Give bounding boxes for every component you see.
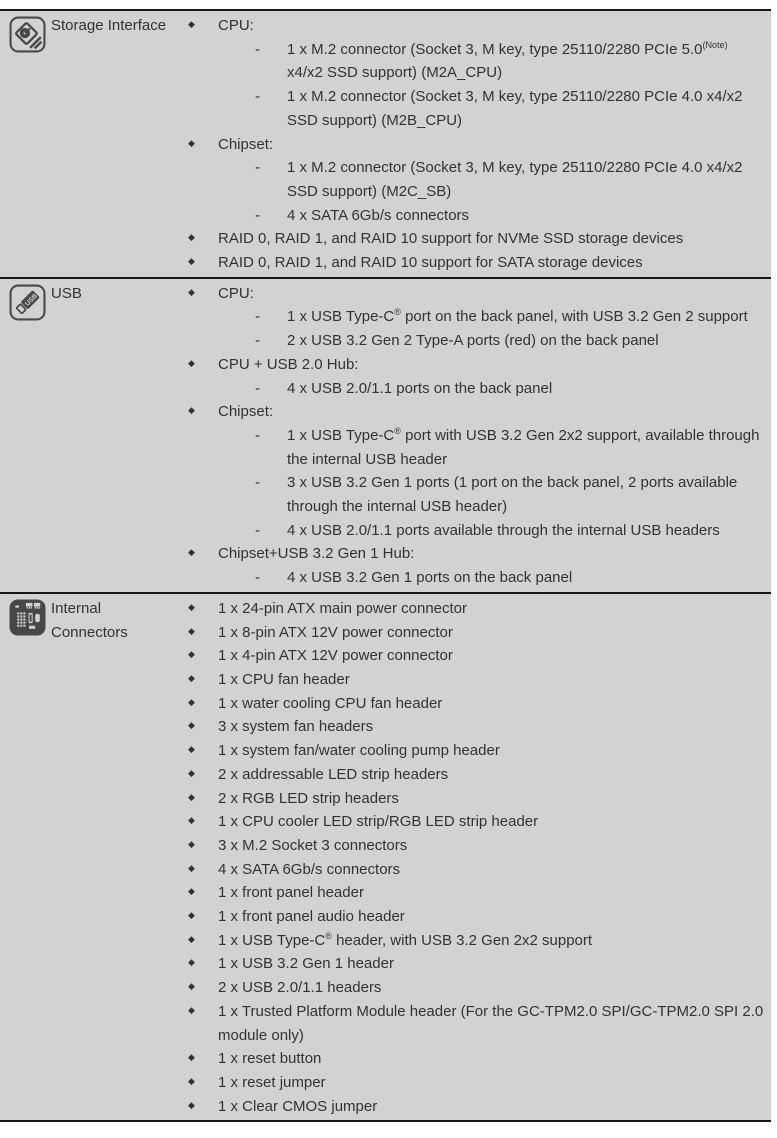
spec-item-text: 1 x Clear CMOS jumper [218, 1097, 378, 1115]
diamond-bullet-icon: ◆ [188, 697, 195, 708]
spec-item-text: 3 x system fan headers [218, 718, 374, 736]
diamond-bullet-icon: ◆ [188, 20, 195, 30]
section-usb [0, 277, 771, 592]
spec-item-text: 2 x RGB LED strip headers [218, 789, 399, 807]
spec-item [178, 542, 765, 566]
spec-item-text: RAID 0, RAID 1, and RAID 10 support for SATA storage devices [218, 254, 643, 272]
spec-item [178, 400, 765, 424]
spec-item-text: 3 x USB 3.2 Gen 1 ports (1 port on the back panel, 2 ports available through the internal USB header) [287, 474, 738, 516]
spec-item-text: 1 x 24-pin ATX main power connector [218, 599, 468, 617]
spec-item-text: CPU: [218, 284, 254, 302]
dash-bullet-icon: - [255, 88, 260, 106]
spec-item-text: 2 x USB 2.0/1.1 headers [218, 979, 382, 997]
spec-item [255, 85, 765, 132]
dash-bullet-icon: - [255, 474, 260, 492]
section-internal-connectors [0, 592, 771, 1120]
spec-item-text: 1 x M.2 connector (Socket 3, M key, type 25110/2280 PCIe 4.0 x4/x2 SSD support) (M2B_CPU) [287, 88, 743, 129]
spec-item-text: 4 x USB 2.0/1.1 ports on the back panel [287, 379, 553, 397]
diamond-bullet-icon: ◆ [188, 548, 195, 559]
diamond-bullet-icon: ◆ [188, 602, 195, 613]
spec-item-text: 1 x front panel audio header [218, 908, 405, 926]
diamond-bullet-icon: ◆ [188, 792, 195, 803]
spec-item [178, 353, 765, 377]
spec-item-text: 1 x system fan/water cooling pump header [218, 742, 500, 760]
section-label: USB [51, 284, 82, 302]
dash-bullet-icon: - [255, 569, 260, 587]
dash-bullet-icon: - [255, 426, 260, 444]
superscript-text: ® [394, 425, 401, 436]
diamond-bullet-icon: ◆ [188, 1005, 195, 1016]
spec-item [255, 156, 765, 203]
diamond-bullet-icon: ◆ [188, 358, 195, 369]
diamond-bullet-icon: ◆ [188, 406, 195, 417]
diamond-bullet-icon: ◆ [188, 863, 195, 874]
spec-item [178, 1047, 765, 1071]
hard-drive-icon [9, 16, 46, 53]
diamond-bullet-icon: ◆ [188, 626, 195, 637]
section-header [0, 282, 178, 590]
spec-item [178, 739, 765, 763]
dash-bullet-icon: - [255, 308, 260, 326]
spec-item [178, 597, 765, 621]
diamond-bullet-icon: ◆ [188, 816, 195, 827]
diamond-bullet-icon: ◆ [188, 768, 195, 779]
spec-item [178, 763, 765, 787]
spec-item-text: Chipset+USB 3.2 Gen 1 Hub: [218, 545, 415, 563]
diamond-bullet-icon: ◆ [188, 1100, 195, 1111]
diamond-bullet-icon: ◆ [188, 958, 195, 969]
spec-item [178, 976, 765, 1000]
diamond-bullet-icon: ◆ [188, 650, 195, 661]
spec-item [178, 133, 765, 157]
spec-item-text: 1 x CPU cooler LED strip/RGB LED strip header [218, 813, 539, 831]
diamond-bullet-icon: ◆ [188, 839, 195, 850]
dash-bullet-icon: - [255, 332, 260, 350]
spec-item [178, 668, 765, 692]
spec-item [178, 881, 765, 905]
dash-bullet-icon: - [255, 379, 260, 397]
spec-item-text: 1 x front panel header [218, 884, 364, 902]
spec-item-text: RAID 0, RAID 1, and RAID 10 support for NVMe SSD storage devices [218, 230, 684, 248]
manual-page [0, 9, 777, 1122]
spec-item [178, 692, 765, 716]
diamond-bullet-icon: ◆ [188, 287, 195, 298]
spec-item-text: 1 x Trusted Platform Module header (For the GC-TPM2.0 SPI/GC-TPM2.0 SPI 2.0 module only) [218, 1002, 764, 1044]
dash-bullet-icon: - [255, 159, 260, 177]
spec-item-text: 4 x USB 2.0/1.1 ports available through the internal USB headers [287, 521, 720, 539]
spec-item-text: 1 x reset jumper [218, 1073, 326, 1091]
spec-item-text: 1 x USB 3.2 Gen 1 header [218, 955, 394, 973]
diamond-bullet-icon: ◆ [188, 887, 195, 898]
spec-item-text: 1 x 4-pin ATX 12V power connector [218, 647, 453, 665]
section-items [178, 14, 771, 275]
spec-item [255, 204, 765, 228]
spec-item-text: 2 x addressable LED strip headers [218, 765, 449, 783]
spec-item-text: 1 x USB Type-C® header, with USB 3.2 Gen 2x2 support [218, 930, 593, 949]
spec-item-text: 1 x 8-pin ATX 12V power connector [218, 623, 453, 641]
spec-item [255, 471, 765, 518]
spec-item-text: 1 x M.2 connector (Socket 3, M key, type 25110/2280 PCIe $5.0^{(Note)}$ x4/x2 SSD support) (M2A_CPU) [287, 39, 728, 82]
spec-item [178, 644, 765, 668]
spec-item [255, 329, 765, 353]
spec-item [178, 1071, 765, 1095]
spec-item [178, 715, 765, 739]
spec-item [178, 1095, 765, 1119]
diamond-bullet-icon: ◆ [188, 1053, 195, 1064]
spec-item-text: 1 x CPU fan header [218, 670, 350, 688]
spec-item [255, 519, 765, 543]
spec-item [178, 858, 765, 882]
spec-item-text: CPU: [218, 17, 254, 34]
spec-item-text: 4 x SATA 6Gb/s connectors [287, 206, 470, 224]
spec-item [178, 952, 765, 976]
diamond-bullet-icon: ◆ [188, 745, 195, 756]
diamond-bullet-icon: ◆ [188, 911, 195, 922]
spec-item-text: 1 x USB Type-C® port with USB 3.2 Gen 2x2 support, available through the internal USB header [287, 425, 760, 468]
spec-item [178, 621, 765, 645]
spec-item-text: Chipset: [218, 135, 274, 153]
spec-item [178, 14, 765, 38]
spec-item [178, 787, 765, 811]
superscript-text: ® [394, 307, 401, 318]
spec-item-text: 4 x SATA 6Gb/s connectors [218, 860, 401, 878]
spec-item-text: 1 x reset button [218, 1050, 322, 1068]
dash-bullet-icon: - [255, 206, 260, 224]
spec-item [178, 834, 765, 858]
spec-item-text: 1 x M.2 connector (Socket 3, M key, type 25110/2280 PCIe 4.0 x4/x2 SSD support) (M2C_SB) [287, 159, 743, 200]
spec-item [178, 1000, 765, 1047]
section-storage-interface [0, 11, 771, 277]
spec-table [0, 9, 771, 1122]
spec-item [178, 227, 765, 251]
diamond-bullet-icon: ◆ [188, 138, 195, 149]
spec-item-text: 2 x USB 3.2 Gen 2 Type-A ports (red) on the back panel [287, 332, 659, 350]
usb-drive-icon [9, 284, 46, 321]
section-items [178, 282, 771, 590]
diamond-bullet-icon: ◆ [188, 1076, 195, 1087]
spec-item [255, 424, 765, 471]
spec-item [178, 810, 765, 834]
dash-bullet-icon: - [255, 521, 260, 539]
superscript-text: ® [325, 930, 332, 941]
spec-item-text: 4 x USB 3.2 Gen 1 ports on the back panel [287, 569, 573, 587]
diamond-bullet-icon: ◆ [188, 233, 195, 244]
section-header [0, 597, 178, 1118]
section-label: Storage Interface [51, 17, 167, 34]
spec-item [255, 305, 765, 329]
spec-item-text: CPU + USB 2.0 Hub: [218, 355, 359, 373]
dash-bullet-icon: - [255, 40, 260, 58]
section-header [0, 14, 178, 275]
section-label: Internal Connectors [51, 599, 128, 641]
spec-item [255, 566, 765, 590]
diamond-bullet-icon: ◆ [188, 934, 195, 945]
diamond-bullet-icon: ◆ [188, 673, 195, 684]
spec-item [255, 38, 765, 85]
section-items [178, 597, 771, 1118]
motherboard-icon [9, 599, 46, 636]
spec-item-text: 1 x USB Type-C® port on the back panel, with USB 3.2 Gen 2 support [287, 307, 748, 326]
spec-item [178, 905, 765, 929]
spec-item [178, 282, 765, 306]
diamond-bullet-icon: ◆ [188, 982, 195, 993]
spec-item-text: 3 x M.2 Socket 3 connectors [218, 836, 408, 854]
spec-item [178, 929, 765, 953]
superscript-text: (Note) [702, 39, 728, 50]
spec-item-text: 1 x water cooling CPU fan header [218, 694, 443, 712]
diamond-bullet-icon: ◆ [188, 257, 195, 268]
spec-item-text: Chipset: [218, 403, 274, 421]
diamond-bullet-icon: ◆ [188, 721, 195, 732]
spec-item [255, 377, 765, 401]
spec-item [178, 251, 765, 275]
svg-text:USB: USB [24, 292, 40, 308]
